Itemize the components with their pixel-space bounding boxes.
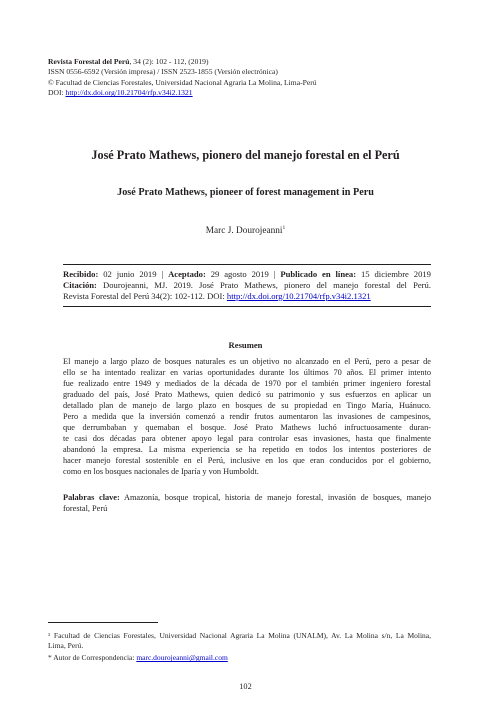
abstract-line: fue realizado entre 1949 y mediados de la década de 1970 por el también primer ingeniero forestal bbox=[63, 379, 431, 389]
citation-line-1 bbox=[63, 280, 431, 291]
correspondence-label: * Autor de Correspondencia: bbox=[48, 653, 137, 663]
received-label: Recibido: bbox=[63, 269, 99, 279]
correspondence-email-link[interactable]: marc.dourojeanni@gmail.com bbox=[136, 653, 228, 663]
copyright-line: © Facultad de Ciencias Forestales, Universidad Nacional Agraria La Molina, Lima-Perú bbox=[48, 77, 317, 87]
accepted-value: 29 agosto 2019 | bbox=[205, 269, 281, 279]
issn-line: ISSN 0556-6592 (Versión impresa) / ISSN 2523-1855 (Versión electrónica) bbox=[48, 67, 278, 77]
abstract-line: que derrumbaban y quemaban el bosque. José Prato Mathews luchó infructuosamente duran- bbox=[63, 423, 431, 433]
abstract-line: te casi dos décadas para obtener apoyo legal para controlar esas invasiones, hasta que finalmente bbox=[63, 434, 431, 444]
abstract-heading: Resumen bbox=[228, 340, 263, 350]
abstract-line: ello se ha intentado realizar en varias oportunidades durante los últimos 70 años. El primer intento bbox=[63, 368, 431, 378]
footnotes bbox=[48, 631, 431, 664]
top-divider bbox=[63, 264, 431, 265]
bottom-divider bbox=[63, 306, 431, 307]
author-affiliation-mark: 1 bbox=[282, 225, 286, 231]
keywords-label: Palabras clave: bbox=[63, 493, 120, 502]
author-line bbox=[0, 225, 491, 236]
keywords bbox=[63, 492, 431, 514]
abstract-line: graduado del país, José Prato Mathews, quien dedicó su patrimonio y sus esfuerzos en aplicar un bbox=[63, 390, 431, 400]
correspondence-line bbox=[48, 653, 431, 663]
affiliation-line-2: Lima, Perú. bbox=[48, 641, 84, 651]
abstract-line: abandonó la empresa. La misma experiencia se ha repetido en todos los intentos posteriores de bbox=[63, 445, 431, 455]
journal-volume: , 34 (2): 102 - 112, (2019) bbox=[129, 57, 209, 66]
doi-line bbox=[48, 88, 448, 98]
doi-link[interactable]: http://dx.doi.org/10.21704/rfp.v34i2.1321 bbox=[65, 88, 193, 98]
received-value: 02 junio 2019 | bbox=[98, 269, 169, 279]
keywords-line-2: forestal, Perú bbox=[63, 504, 108, 514]
journal-header bbox=[48, 57, 448, 99]
citation-text-1: Dourojeanni, MJ. 2019. José Prato Mathews, pionero del manejo forestal del Perú. bbox=[96, 280, 431, 290]
affiliation-line-1: ¹ Facultad de Ciencias Forestales, Universidad Nacional Agraria La Molina (UNALM), Av. La Molina s/n, La Molina, bbox=[48, 631, 431, 640]
published-value: 15 diciembre 2019 bbox=[356, 269, 431, 279]
author-name: Marc J. Dourojeanni bbox=[205, 226, 283, 237]
page-number: 102 bbox=[239, 682, 252, 691]
dates-line bbox=[63, 269, 431, 280]
abstract-line: hacer manejo forestal sostenible en el Perú, inclusive en los que eran conducidos por el gobierno, bbox=[63, 456, 431, 466]
doi-label: DOI: bbox=[48, 88, 66, 98]
keywords-text-1: Amazonía, bosque tropical, historia de manejo forestal, invasión de bosques, manejo bbox=[119, 493, 431, 502]
published-label: Publicado en línea: bbox=[280, 269, 357, 279]
keywords-line-1 bbox=[63, 492, 431, 503]
abstract-line: como en los bosques nacionales de Iparía y von Humboldt. bbox=[63, 467, 259, 477]
abstract-line: El manejo a largo plazo de bosques naturales es un objetivo no alcanzado en el Perú, pero a pesar de bbox=[63, 357, 431, 366]
publication-dates bbox=[63, 269, 431, 302]
citation-line-2 bbox=[63, 291, 431, 302]
journal-citation-line bbox=[48, 57, 448, 67]
footnote-divider bbox=[48, 622, 158, 623]
citation-label: Citación: bbox=[63, 280, 97, 290]
journal-name: Revista Forestal del Perú bbox=[48, 57, 130, 66]
abstract-line: Pero a medida que la inversión comenzó a rendir frutos aumentaron las invasiones de campesinos, bbox=[63, 412, 431, 422]
citation-text-2: Revista Forestal del Perú 34(2): 102-112. DOI: bbox=[63, 291, 227, 301]
article-title-english: José Prato Mathews, pioneer of forest management in Peru bbox=[117, 187, 374, 198]
accepted-label: Aceptado: bbox=[168, 269, 206, 279]
abstract-body bbox=[63, 356, 431, 478]
abstract-line: detallado plan de manejo de largo plazo en bosques de su propiedad en Tingo María, Huánuco. bbox=[63, 401, 431, 411]
article-title-spanish: José Prato Mathews, pionero del manejo forestal en el Perú bbox=[91, 148, 400, 162]
citation-doi-link[interactable]: http://dx.doi.org/10.21704/rfp.v34i2.1321 bbox=[226, 291, 371, 301]
